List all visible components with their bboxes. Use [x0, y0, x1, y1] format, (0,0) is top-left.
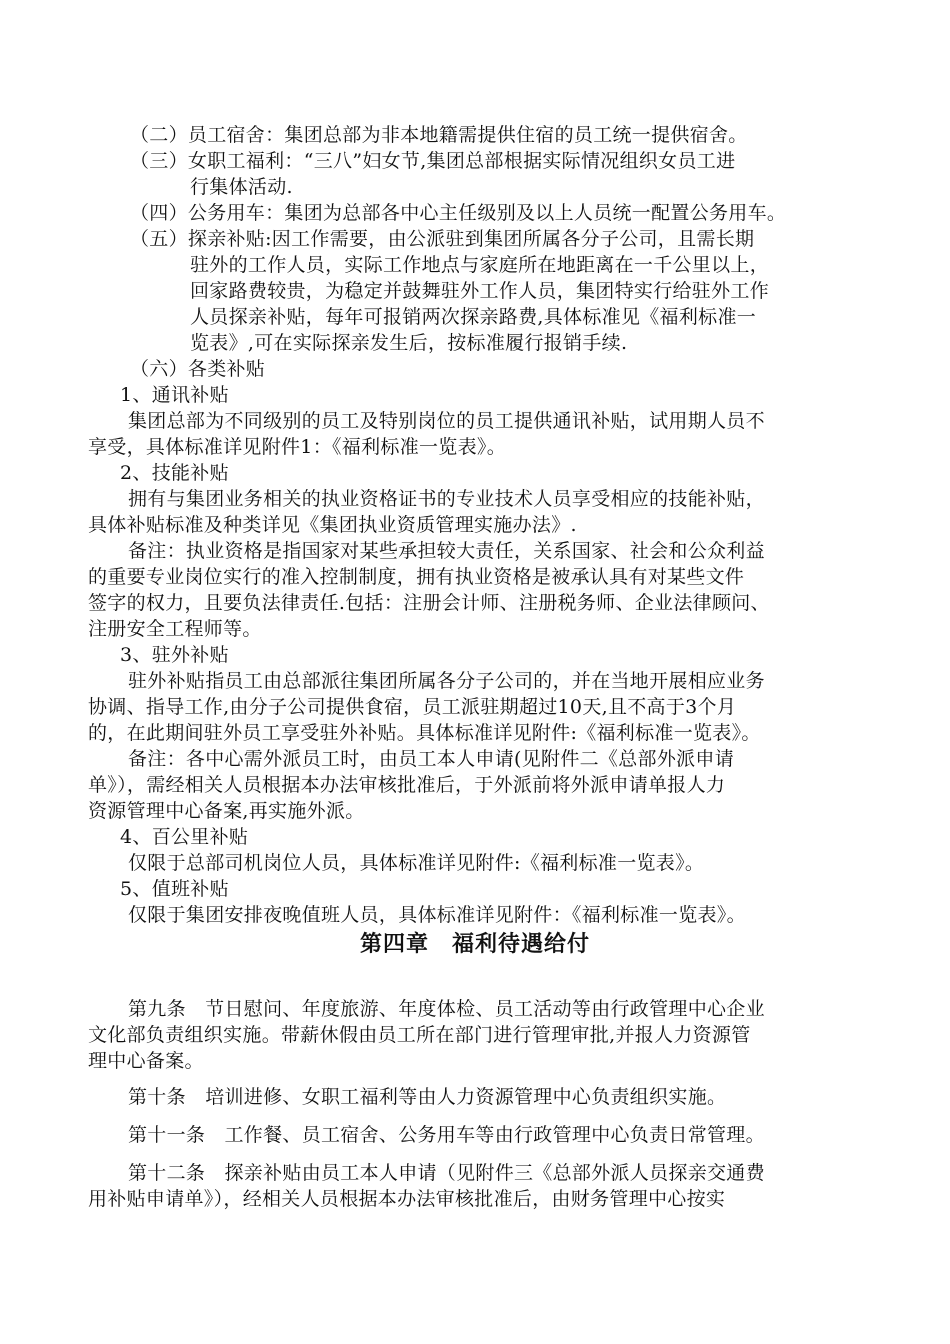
article-9-cont: 理中心备案。 [88, 1050, 204, 1072]
subheading-duty: 5、值班补贴 [120, 878, 229, 900]
paragraph-line: 的，在此期间驻外员工享受驻外补贴。具体标准详见附件:《福利标准一览表》。 [88, 722, 761, 744]
item-family-visit-cont: 览表》,可在实际探亲发生后，按标准履行报销手续. [190, 332, 628, 354]
item-family-visit: （五）探亲补贴:因工作需要，由公派驻到集团所属各分子公司，且需长期 [130, 228, 755, 250]
paragraph-line: 仅限于集团安排夜晚值班人员，具体标准详见附件：《福利标准一览表》。 [128, 904, 746, 926]
paragraph-line: 拥有与集团业务相关的执业资格证书的专业技术人员享受相应的技能补贴， [128, 488, 765, 510]
paragraph-line: 仅限于总部司机岗位人员，具体标准详见附件:《福利标准一览表》。 [128, 852, 705, 874]
paragraph-line: 驻外补贴指员工由总部派往集团所属各分子公司的，并在当地开展相应业务 [128, 670, 765, 692]
article-9-cont: 文化部负责组织实施。带薪休假由员工所在部门进行管理审批,并报人力资源管 [88, 1024, 751, 1046]
note-line: 备注：各中心需外派员工时，由员工本人申请(见附件二《总部外派申请 [128, 748, 735, 770]
note-line: 资源管理中心备案,再实施外派。 [88, 800, 365, 822]
item-family-visit-cont: 人员探亲补贴，每年可报销两次探亲路费,具体标准见《福利标准一 [190, 306, 757, 328]
item-female-welfare: （三）女职工福利：“三八”妇女节,集团总部根据实际情况组织女员工进 [130, 150, 736, 172]
paragraph-line: 集团总部为不同级别的员工及特别岗位的员工提供通讯补贴，试用期人员不 [128, 410, 765, 432]
note-line: 注册安全工程师等。 [88, 618, 262, 640]
article-12: 第十二条 探亲补贴由员工本人申请（见附件三《总部外派人员探亲交通费 [128, 1162, 765, 1184]
article-9: 第九条 节日慰问、年度旅游、年度体检、员工活动等由行政管理中心企业 [128, 998, 765, 1020]
subheading-mileage: 4、百公里补贴 [120, 826, 249, 848]
article-11: 第十一条 工作餐、员工宿舍、公务用车等由行政管理中心负责日常管理。 [128, 1124, 765, 1146]
subheading-communication: 1、通讯补贴 [120, 384, 229, 406]
item-family-visit-cont: 驻外的工作人员，实际工作地点与家庭所在地距离在一千公里以上， [190, 254, 770, 276]
item-female-welfare-cont: 行集体活动. [190, 176, 293, 198]
item-allowances-heading: （六）各类补贴 [130, 358, 266, 380]
article-10: 第十条 培训进修、女职工福利等由人力资源管理中心负责组织实施。 [128, 1086, 727, 1108]
item-company-car: （四）公务用车：集团为总部各中心主任级别及以上人员统一配置公务用车。 [130, 202, 787, 224]
item-family-visit-cont: 回家路费较贵，为稳定并鼓舞驻外工作人员，集团特实行给驻外工作 [190, 280, 770, 302]
article-12-cont: 用补贴申请单》），经相关人员根据本办法审核批准后，由财务管理中心按实 [88, 1188, 726, 1210]
chapter-title: 第四章 福利待遇给付 [359, 932, 590, 957]
paragraph-line: 协调、指导工作,由分子公司提供食宿，员工派驻期超过10天,且不高于3个月 [88, 696, 737, 718]
item-dormitory: （二）员工宿舍：集团总部为非本地籍需提供住宿的员工统一提供宿舍。 [130, 124, 748, 146]
note-line: 单》），需经相关人员根据本办法审核批准后，于外派前将外派申请单报人力 [88, 774, 726, 796]
note-line: 备注：执业资格是指国家对某些承担较大责任，关系国家、社会和公众利益 [128, 540, 765, 562]
paragraph-line: 享受，具体标准详见附件1：《福利标准一览表》。 [88, 436, 506, 458]
subheading-expatriate: 3、驻外补贴 [120, 644, 229, 666]
subheading-skill: 2、技能补贴 [120, 462, 229, 484]
note-line: 签字的权力，且要负法律责任.包括：注册会计师、注册税务师、企业法律顾问、 [88, 592, 770, 614]
note-line: 的重要专业岗位实行的准入控制制度，拥有执业资格是被承认具有对某些文件 [88, 566, 745, 588]
paragraph-line: 具体补贴标准及种类详见《集团执业资质管理实施办法》. [88, 514, 577, 536]
